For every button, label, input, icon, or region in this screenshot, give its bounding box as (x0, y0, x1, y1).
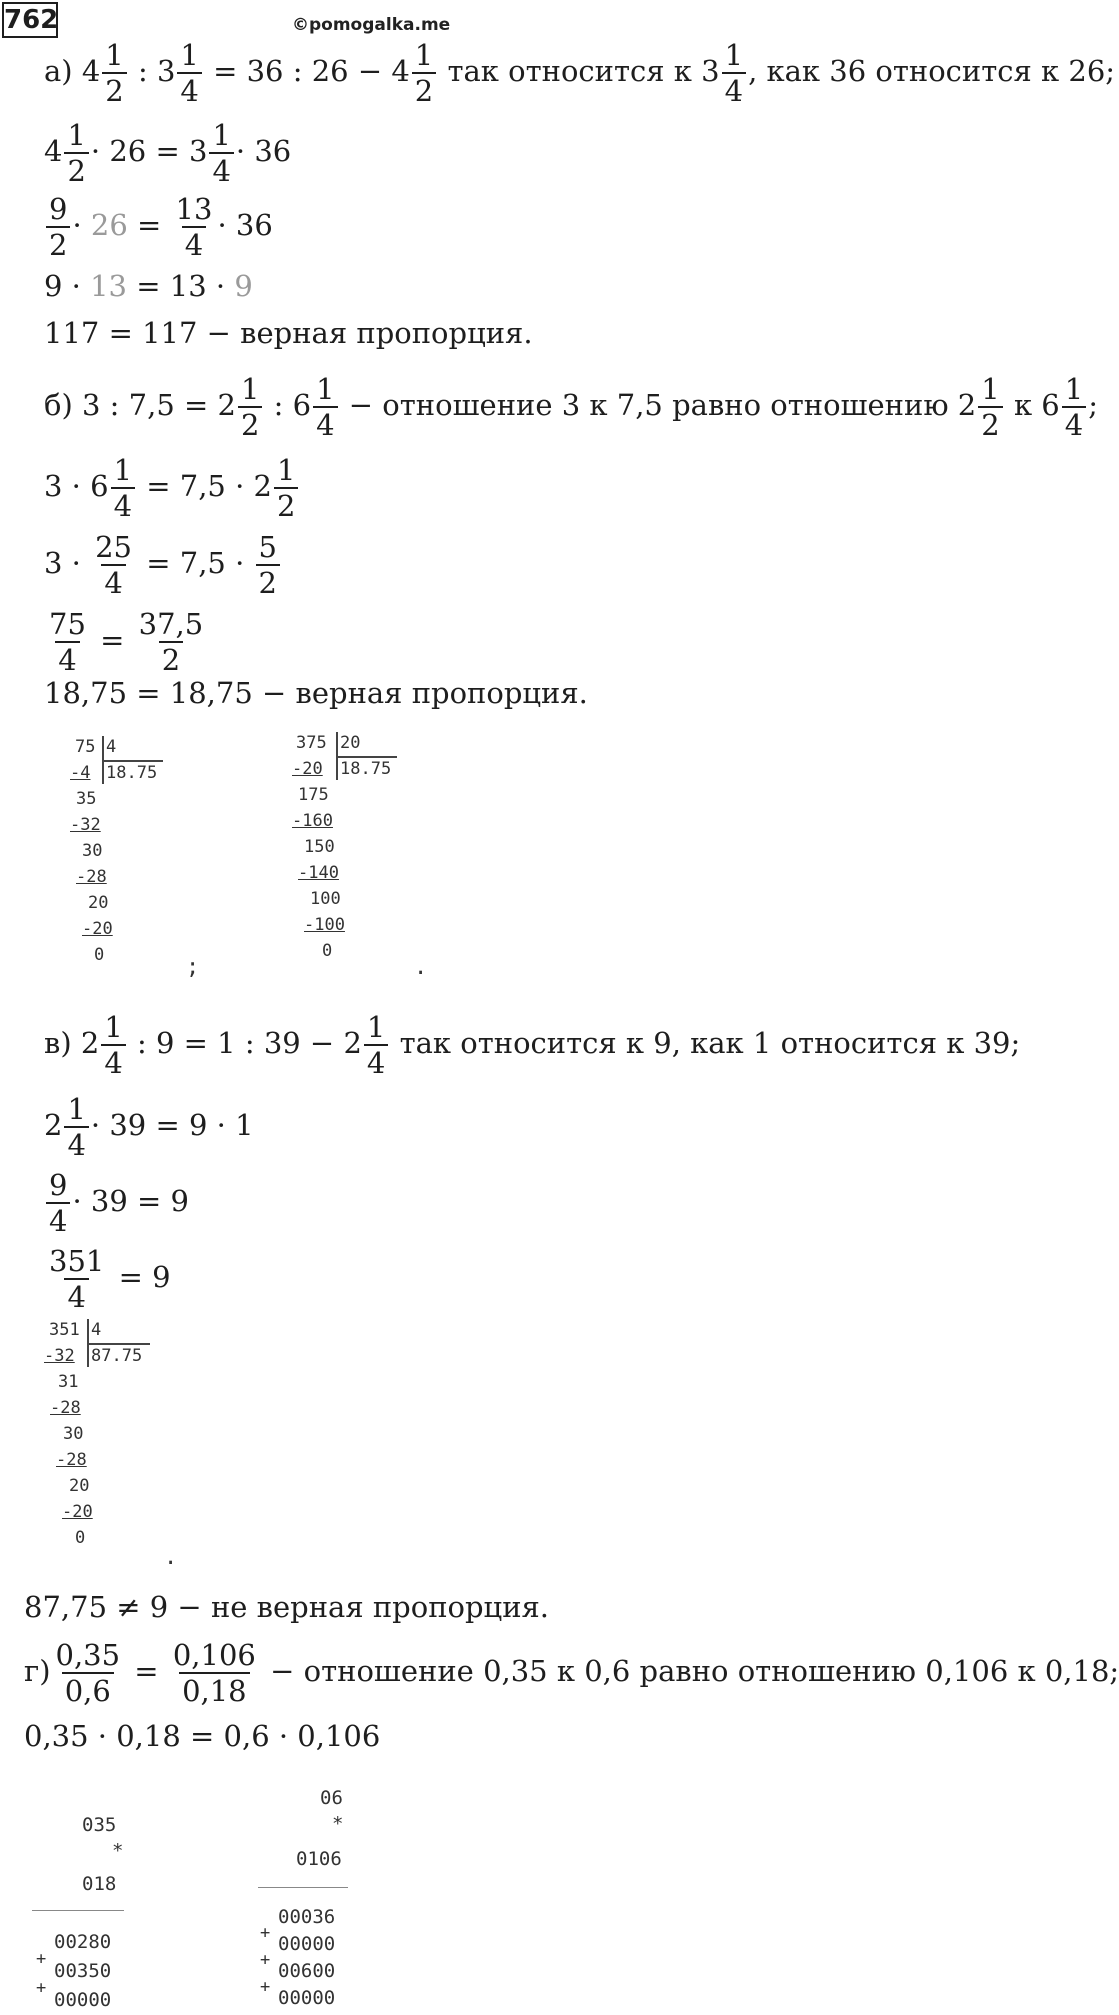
part-a-text: так относится к (447, 54, 692, 88)
part-d-line1: г) $\frac{0,35}{0,6}$ = $\frac{0,106}{0,18}$ − отношение 0,35 к 0,6 равно отношению 0,106 к 0,18; (24, 1638, 1119, 1708)
task-number: 762 (2, 2, 58, 38)
div3-step: -28 (50, 1398, 81, 1418)
part-c-text: так относится к 9, как 1 относится к 39; (399, 1026, 1021, 1060)
div3-step: 20 (69, 1476, 90, 1496)
div2-step: -160 (292, 811, 333, 831)
div2-dividend: 375 (296, 733, 327, 753)
mul1-b: 018 (82, 1873, 117, 1895)
div3-step: 30 (63, 1424, 84, 1444)
part-a-line4: 9 · 13 = 13 · 9 (44, 269, 253, 303)
div2-step: 150 (304, 837, 335, 857)
plus-icon: + (260, 1977, 271, 1997)
part-a-label: а) (44, 54, 73, 88)
div1-step: -32 (70, 815, 101, 835)
div1-separator: ; (186, 955, 200, 980)
part-b-text: − отношение 3 к 7,5 равно отношению 2 (348, 388, 977, 422)
div3-divisor: 4 (91, 1320, 102, 1340)
part-b-line2: 3 · 6 $\frac{1}{4}$ = 7,5 · 2 $\frac{1}{2}$ (44, 453, 300, 523)
div3-step: -28 (56, 1450, 87, 1470)
div2-step: -100 (304, 915, 345, 935)
part-b-line4: $\frac{75}{4}$ = $\frac{37,5}{2}$ (49, 607, 204, 677)
part-c-line3: $\frac{9}{4}$ · 39 = 9 (44, 1168, 189, 1238)
div1-dividend: 75 (75, 737, 96, 757)
part-c-line2: 2 $\frac{1}{4}$ · 39 = 9 · 1 (44, 1092, 254, 1162)
part-b-line1: б) 3 : 7,5 = 2 $\frac{1}{2}$ : 6 $\frac{1}{4}$ − отношение 3 к 7,5 равно отношению 2 $\frac{1}{2}$ к 6 $\frac{1}{4}$ ; (44, 372, 1098, 442)
div3-step: 0 (75, 1528, 86, 1548)
part-a-conclusion: 117 = 117 − верная пропорция. (44, 316, 533, 350)
mul1-a: 035 (82, 1814, 117, 1836)
part-d-line2: 0,35 · 0,18 = 0,6 · 0,106 (24, 1719, 381, 1753)
plus-icon: + (260, 1950, 271, 1970)
mul1-row: 00280 (54, 1931, 112, 1953)
div3-quotient: 87.75 (91, 1346, 143, 1366)
div1-divisor: 4 (106, 737, 117, 757)
div1-step: 30 (82, 841, 103, 861)
mul2-row: 00000 (278, 1987, 336, 2009)
mul2-row: 00036 (278, 1906, 336, 1928)
div2-step: -20 (292, 759, 323, 779)
div1-quotient: 18.75 (106, 763, 158, 783)
mul1-op: * (112, 1840, 124, 1862)
part-c-line1: в) 2 $\frac{1}{4}$ : 9 = 1 : 39 − 2 $\frac{1}{4}$ так относится к 9, как 1 относится к 39; (44, 1010, 1021, 1080)
div1-step: 20 (88, 893, 109, 913)
mul2-row: 00600 (278, 1960, 336, 1982)
div1-step: 35 (76, 789, 97, 809)
mul2-b: 0106 (296, 1848, 342, 1870)
div3-dividend: 351 (49, 1320, 80, 1340)
part-b-conclusion: 18,75 = 18,75 − верная пропорция. (44, 676, 588, 710)
part-b-line3: 3 · $\frac{25}{4}$ = 7,5 · $\frac{5}{2}$ (44, 530, 282, 600)
div1-step: -20 (82, 919, 113, 939)
div1-step: -28 (76, 867, 107, 887)
div3-step: -20 (62, 1502, 93, 1522)
mul1-row: 00000 (54, 1989, 112, 2011)
part-a-line2: 4 $\frac{1}{2}$ · 26 = 3 $\frac{1}{4}$ · 36 (44, 118, 292, 188)
div3-step: 31 (58, 1372, 79, 1392)
mul2-op: * (332, 1813, 344, 1835)
div2-step: -140 (298, 863, 339, 883)
div3-dot: . (164, 1545, 178, 1570)
plus-icon: + (36, 1949, 47, 1969)
part-a-text2: , как 36 относится к 26; (748, 54, 1116, 88)
div2-divisor: 20 (340, 733, 361, 753)
plus-icon: + (260, 1923, 271, 1943)
part-b-label: б) (44, 388, 73, 422)
div1-step: -4 (70, 763, 91, 783)
part-c-line4: $\frac{351}{4}$ = 9 (49, 1244, 171, 1314)
div3-step: -32 (44, 1346, 75, 1366)
part-b-text-k: к 6 (1013, 388, 1060, 422)
watermark: ©pomogalka.me (292, 15, 451, 35)
part-a-line3: $\frac{9}{2}$ · 26 = $\frac{13}{4}$ · 36 (44, 192, 273, 262)
div2-step: 0 (322, 941, 333, 961)
div2-quotient: 18.75 (340, 759, 392, 779)
mul1-row: 00350 (54, 1960, 112, 1982)
div2-step: 100 (310, 889, 341, 909)
part-d-label: г) (24, 1654, 51, 1688)
part-c-conclusion: 87,75 ≠ 9 − не верная пропорция. (24, 1590, 550, 1624)
part-d-text: − отношение 0,35 к 0,6 равно отношению 0,106 к 0,18; (270, 1654, 1119, 1688)
div1-step: 0 (94, 945, 105, 965)
mul2-a: 06 (320, 1787, 343, 1809)
part-c-label: в) (44, 1026, 72, 1060)
part-a-line1: а) 4 $\frac{1}{2}$ : 3 $\frac{1}{4}$ = 36 : 26 − 4 $\frac{1}{2}$ так относится к 3 $\frac{1}{4}$ , как 36 относится к 26; (44, 38, 1116, 108)
plus-icon: + (36, 1978, 47, 1998)
mul2-row: 00000 (278, 1933, 336, 1955)
div2-separator: . (414, 955, 428, 980)
part-b-text-end: ; (1088, 388, 1098, 422)
div2-step: 175 (298, 785, 329, 805)
